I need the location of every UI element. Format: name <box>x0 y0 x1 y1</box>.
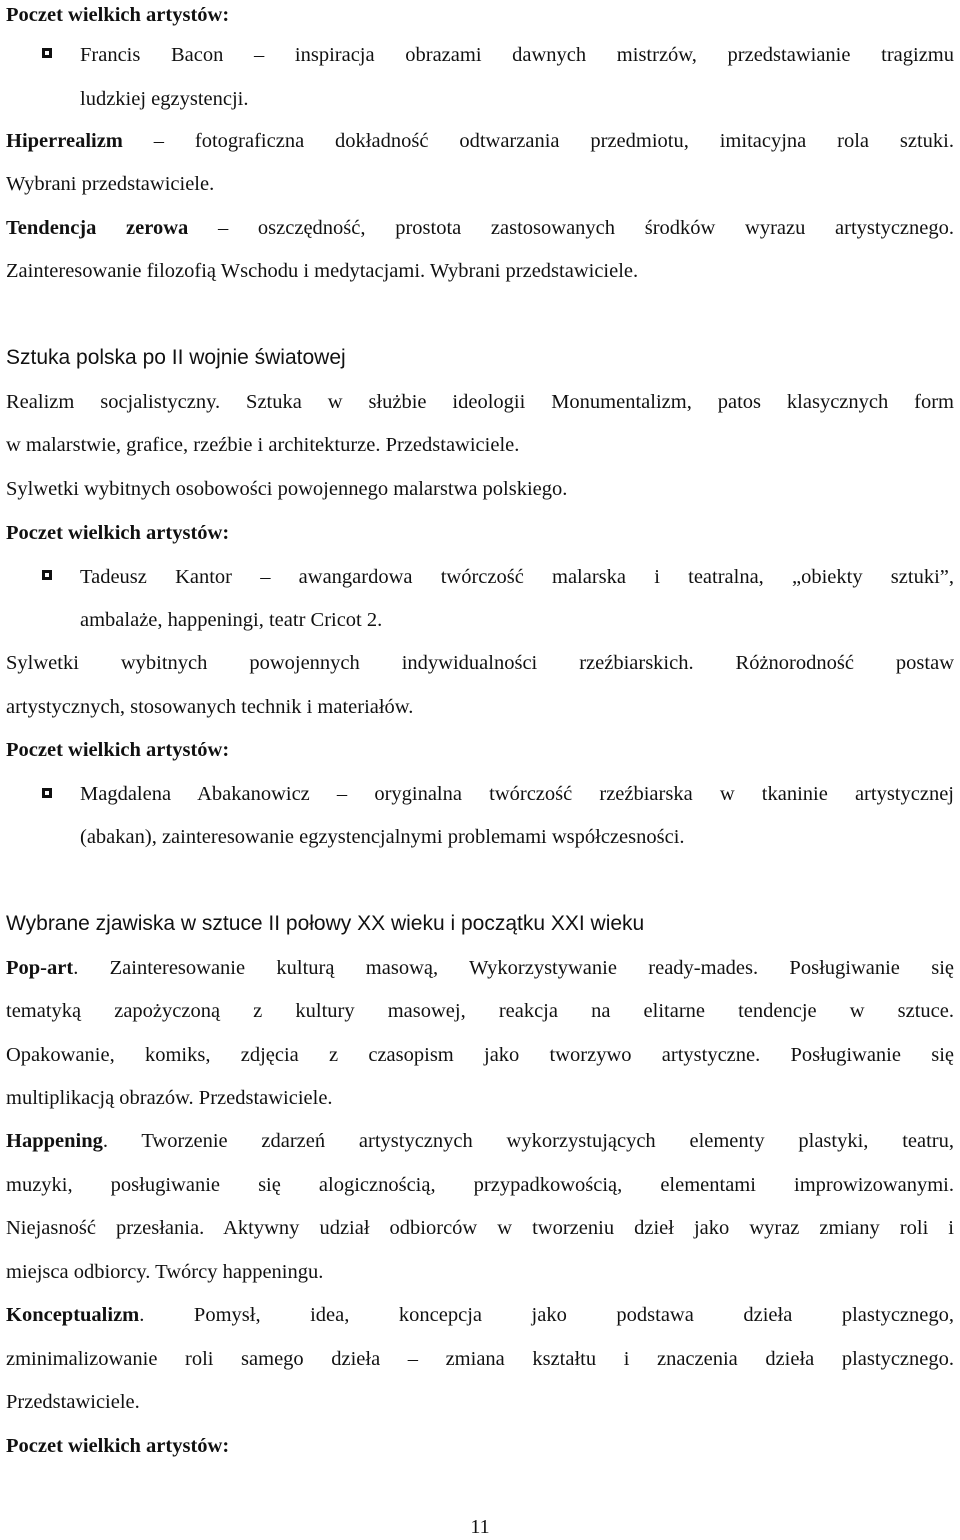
text-line: Niejasność przesłania. Aktywny udział odbiorców w tworzeniu dzieł jako wyraz zmiany roli i <box>6 1217 954 1239</box>
hiperrealizm-term: Hiperrealizm <box>6 130 123 152</box>
text-line: Realizm socjalistyczny. Sztuka w służbie ideologii Monumentalizm, patos klasycznych form <box>6 391 954 413</box>
text-line: artystycznych, stosowanych technik i materiałów. <box>6 696 414 718</box>
kantor-line: Tadeusz Kantor – awangardowa twórczość malarska i teatralna, „obiekty sztuki”, <box>80 566 954 588</box>
poczet-heading: Poczet wielkich artystów: <box>6 1435 230 1457</box>
text-line: tematyką zapożyczoną z kultury masowej, reakcja na elitarne tendencje w sztuce. <box>6 1000 954 1022</box>
abakanowicz-line: Magdalena Abakanowicz – oryginalna twórczość rzeźbiarska w tkaninie artystycznej <box>80 783 954 805</box>
text-line: Zainteresowanie filozofią Wschodu i medytacjami. Wybrani przedstawiciele. <box>6 260 639 282</box>
hiperrealizm-desc: – fotograficzna dokładność odtwarzania przedmiotu, imitacyjna rola sztuki. <box>122 130 954 152</box>
text-line: Opakowanie, komiks, zdjęcia z czasopism jako tworzywo artystyczne. Posługiwanie się <box>6 1044 954 1066</box>
section-heading: Wybrane zjawiska w sztuce II połowy XX wieku i początku XXI wieku <box>6 912 645 935</box>
happening-line <box>6 1128 954 1154</box>
text-line: multiplikacją obrazów. Przedstawiciele. <box>6 1087 333 1109</box>
bacon-line-cont: ludzkiej egzystencji. <box>80 88 249 110</box>
text-line: Sylwetki wybitnych osobowości powojennego malarstwa polskiego. <box>6 478 568 500</box>
happening-term: Happening <box>6 1130 103 1152</box>
text-line: w malarstwie, grafice, rzeźbie i architekturze. Przedstawiciele. <box>6 434 520 456</box>
konceptualizm-line <box>6 1302 954 1328</box>
happening-desc: . Tworzenie zdarzeń artystycznych wykorzystujących elementy plastyki, teatru, <box>102 1130 954 1152</box>
bacon-line: Francis Bacon – inspiracja obrazami dawnych mistrzów, przedstawianie tragizmu <box>80 44 954 66</box>
poczet-heading: Poczet wielkich artystów: <box>6 522 230 544</box>
square-bullet-icon <box>42 570 52 580</box>
tendencja-line <box>6 215 954 241</box>
tendencja-desc: – oszczędność, prostota zastosowanych środków wyrazu artystycznego. <box>188 217 954 239</box>
tendencja-term: Tendencja zerowa <box>6 217 189 239</box>
hiperrealizm-line <box>6 128 954 154</box>
text-line: Wybrani przedstawiciele. <box>6 173 215 195</box>
popart-line <box>6 955 954 981</box>
konceptualizm-desc: . Pomysł, idea, koncepcja jako podstawa dzieła plastycznego, <box>139 1304 954 1326</box>
square-bullet-icon <box>42 788 52 798</box>
page-number: 11 <box>470 1516 490 1538</box>
kantor-line-cont: ambalaże, happeningi, teatr Cricot 2. <box>80 609 383 631</box>
section-heading: Sztuka polska po II wojnie światowej <box>6 346 346 369</box>
poczet-heading: Poczet wielkich artystów: <box>6 4 230 26</box>
text-line: Sylwetki wybitnych powojennych indywidualności rzeźbiarskich. Różnorodność postaw <box>6 652 954 674</box>
square-bullet-icon <box>42 48 52 58</box>
popart-desc: . Zainteresowanie kulturą masową, Wykorzystywanie ready-mades. Posługiwanie się <box>73 957 954 979</box>
text-line: miejsca odbiorcy. Twórcy happeningu. <box>6 1261 324 1283</box>
text-line: zminimalizowanie roli samego dzieła – zmiana kształtu i znaczenia dzieła plastycznego. <box>6 1348 954 1370</box>
konceptualizm-term: Konceptualizm <box>6 1304 140 1326</box>
text-line: muzyki, posługiwanie się alogicznością, przypadkowością, elementami improwizowanymi. <box>6 1174 954 1196</box>
text-line: Przedstawiciele. <box>6 1391 140 1413</box>
abakanowicz-line-cont: (abakan), zainteresowanie egzystencjalnymi problemami współczesności. <box>80 826 685 848</box>
poczet-heading: Poczet wielkich artystów: <box>6 739 230 761</box>
popart-term: Pop-art <box>6 957 74 979</box>
